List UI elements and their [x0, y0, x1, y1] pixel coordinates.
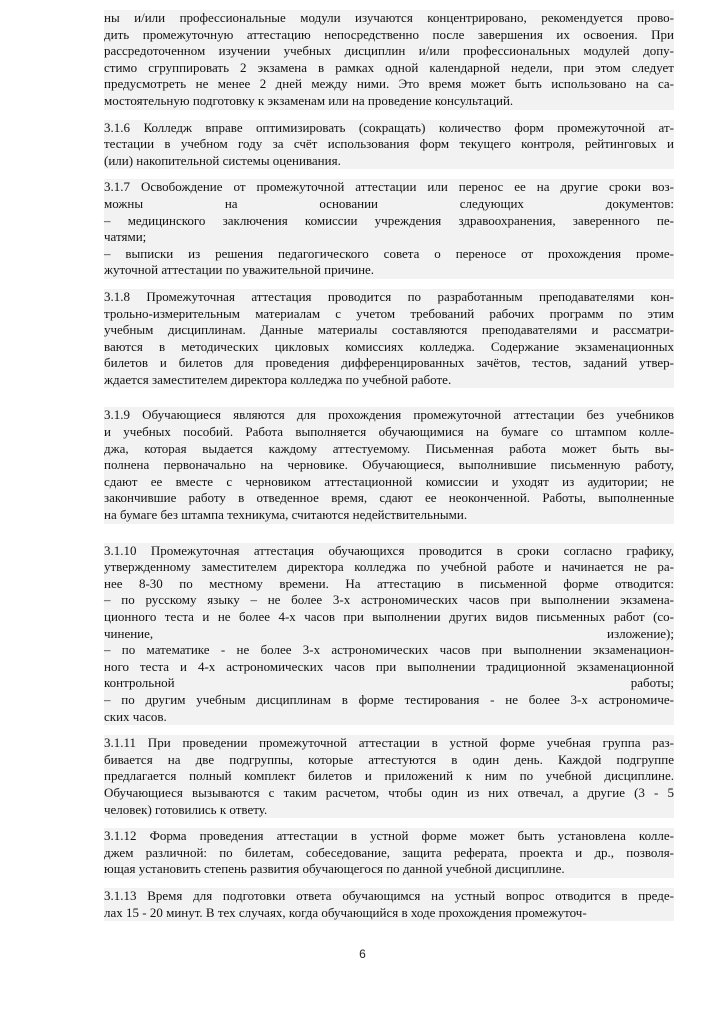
text-line: ны и/или профессиональные модули изучаются концентрировано, рекомендуется прово- — [104, 10, 674, 25]
text-line: дить промежуточную аттестацию непосредственно после завершения их освоения. При — [104, 26, 674, 42]
paragraph-intro — [104, 10, 674, 110]
text-line: трольно-измерительным материалам с учетом требований рабочих программ по этим — [104, 305, 674, 321]
text-line: контрольной работы; — [104, 675, 674, 691]
text-line: рассредоточенном изучении учебных дисциплин и/или профессиональных модулей допу- — [104, 43, 674, 59]
text-line: ного теста и 4-х астрономических часов при выполнении традиционной экзаменационной — [104, 658, 674, 674]
paragraph-3-1-13 — [104, 888, 674, 921]
text-line: сдают ее вместе с черновиком аттестационной комиссии и уходят из аудитории; не — [104, 473, 674, 489]
text-line: предлагается полный комплект билетов и приложений к ним по учебной дисциплине. — [104, 768, 674, 784]
text-line: 3.1.9 Обучающиеся являются для прохождения промежуточной аттестации без учебников — [104, 407, 674, 423]
paragraph-3-1-11 — [104, 735, 674, 818]
paragraph-3-1-10 — [104, 543, 674, 726]
text-line: учебным дисциплинам. Данные материалы составляются преподавателями и рассматри- — [104, 322, 674, 338]
text-line: бивается на две подгруппы, которые аттестуются в один день. Каждой подгруппе — [104, 751, 674, 767]
text-line: – по русскому языку – не более 3-х астрономических часов при выполнении экзамена- — [104, 592, 674, 608]
text-line: 3.1.10 Промежуточная аттестация обучающихся проводится в сроки согласно графику, — [104, 542, 674, 558]
text-line: чинение, изложение); — [104, 625, 674, 641]
text-line: чатями; — [104, 229, 147, 245]
text-line: на бумаге без штампа техникума, считаются недействительными. — [104, 507, 468, 523]
text-line: 3.1.7 Освобождение от промежуточной аттестации или перенос ее на другие сроки воз- — [104, 179, 674, 195]
document-body — [104, 10, 674, 931]
text-line: (или) накопительной системы оценивания. — [104, 152, 341, 168]
text-line: 3.1.12 Форма проведения аттестации в устной форме может быть установлена колле- — [104, 828, 674, 844]
paragraph-3-1-7 — [104, 179, 674, 279]
text-line: лах 15 - 20 минут. В тех случаях, когда обучающийся в ходе прохождения промежуточ- — [104, 904, 587, 920]
text-line: и учебных пособий. Работа выполняется обучающимися на бумаге со штампом колле- — [104, 424, 674, 440]
text-line: нее 8-30 по местному времени. На аттестацию в письменной форме отводится: — [104, 575, 674, 591]
text-line: билетов и билетов для проведения дифференцированных зачётов, тестов, заданий утвер- — [104, 355, 674, 371]
text-line: предусмотреть не менее 2 дней между ними. Это время может быть использовано на са- — [104, 76, 674, 92]
paragraph-3-1-9 — [104, 407, 674, 523]
text-line: 3.1.6 Колледж вправе оптимизировать (сокращать) количество форм промежуточной ат- — [104, 119, 674, 135]
text-line: джем различной: по билетам, собеседование, защита реферата, проекта и др., позволя- — [104, 844, 674, 860]
text-line: стимо сгруппировать 2 экзамена в рамках одной календарной недели, при этом следует — [104, 59, 674, 75]
paragraph-3-1-6 — [104, 120, 674, 170]
text-line: ционного теста и не более 4-х часов при выполнении других видов письменных работ (со- — [104, 609, 674, 624]
text-line: – выписки из решения педагогического совета о переносе от прохождения проме- — [104, 245, 674, 261]
text-line: ющая установить степень развития обучающегося по данной учебной дисциплине. — [104, 861, 565, 877]
text-line: полнена первоначально на черновике. Обучающиеся, выполнившие письменную работу, — [104, 457, 674, 473]
text-line: 3.1.11 При проведении промежуточной аттестации в устной форме учебная группа раз- — [104, 735, 674, 751]
text-line: человек) готовились к ответу. — [104, 801, 268, 817]
text-line: ских часов. — [104, 708, 167, 724]
text-line: утвержденному заместителем директора колледжа по учебной работе и начинается не ра- — [104, 559, 674, 575]
text-line: 3.1.8 Промежуточная аттестация проводится по разработанным преподавателями кон- — [104, 288, 674, 304]
text-line: джа, которая выдается каждому аттестуемому. Письменная работа может быть вы- — [104, 440, 674, 456]
page-number: 6 — [359, 947, 366, 961]
text-line: закончившие работу в отведенное время, сдают ее неоконченной. Работы, выполненные — [104, 490, 674, 506]
text-line: жуточной аттестации по уважительной причине. — [104, 262, 375, 278]
text-line: тестации в учебном году за счёт использования форм текущего контроля, рейтинговых и — [104, 136, 674, 152]
text-line: 3.1.13 Время для подготовки ответа обучающимся на устный вопрос отводится в преде- — [104, 887, 674, 903]
text-line: – по математике - не более 3-х астрономических часов при выполнении экзаменацион- — [104, 642, 674, 658]
paragraph-3-1-12 — [104, 828, 674, 878]
text-line: ваются в методических цикловых комиссиях колледжа. Содержание экзаменационных — [104, 338, 674, 354]
paragraph-3-1-8 — [104, 289, 674, 389]
text-line: можны на основании следующих документов: — [104, 195, 674, 211]
text-line: – медицинского заключения комиссии учреждения здравоохранения, заверенного пе- — [104, 212, 674, 228]
text-line: Обучающиеся вызываются с таким расчетом, чтобы один из них отвечал, а другие (3 - 5 — [104, 784, 674, 800]
text-line: мостоятельную подготовку к экзаменам или на проведение консультаций. — [104, 92, 514, 108]
text-line: – по другим учебным дисциплинам в форме тестирования - не более 3-х астрономиче- — [104, 691, 674, 707]
text-line: ждается заместителем директора колледжа по учебной работе. — [104, 371, 452, 387]
